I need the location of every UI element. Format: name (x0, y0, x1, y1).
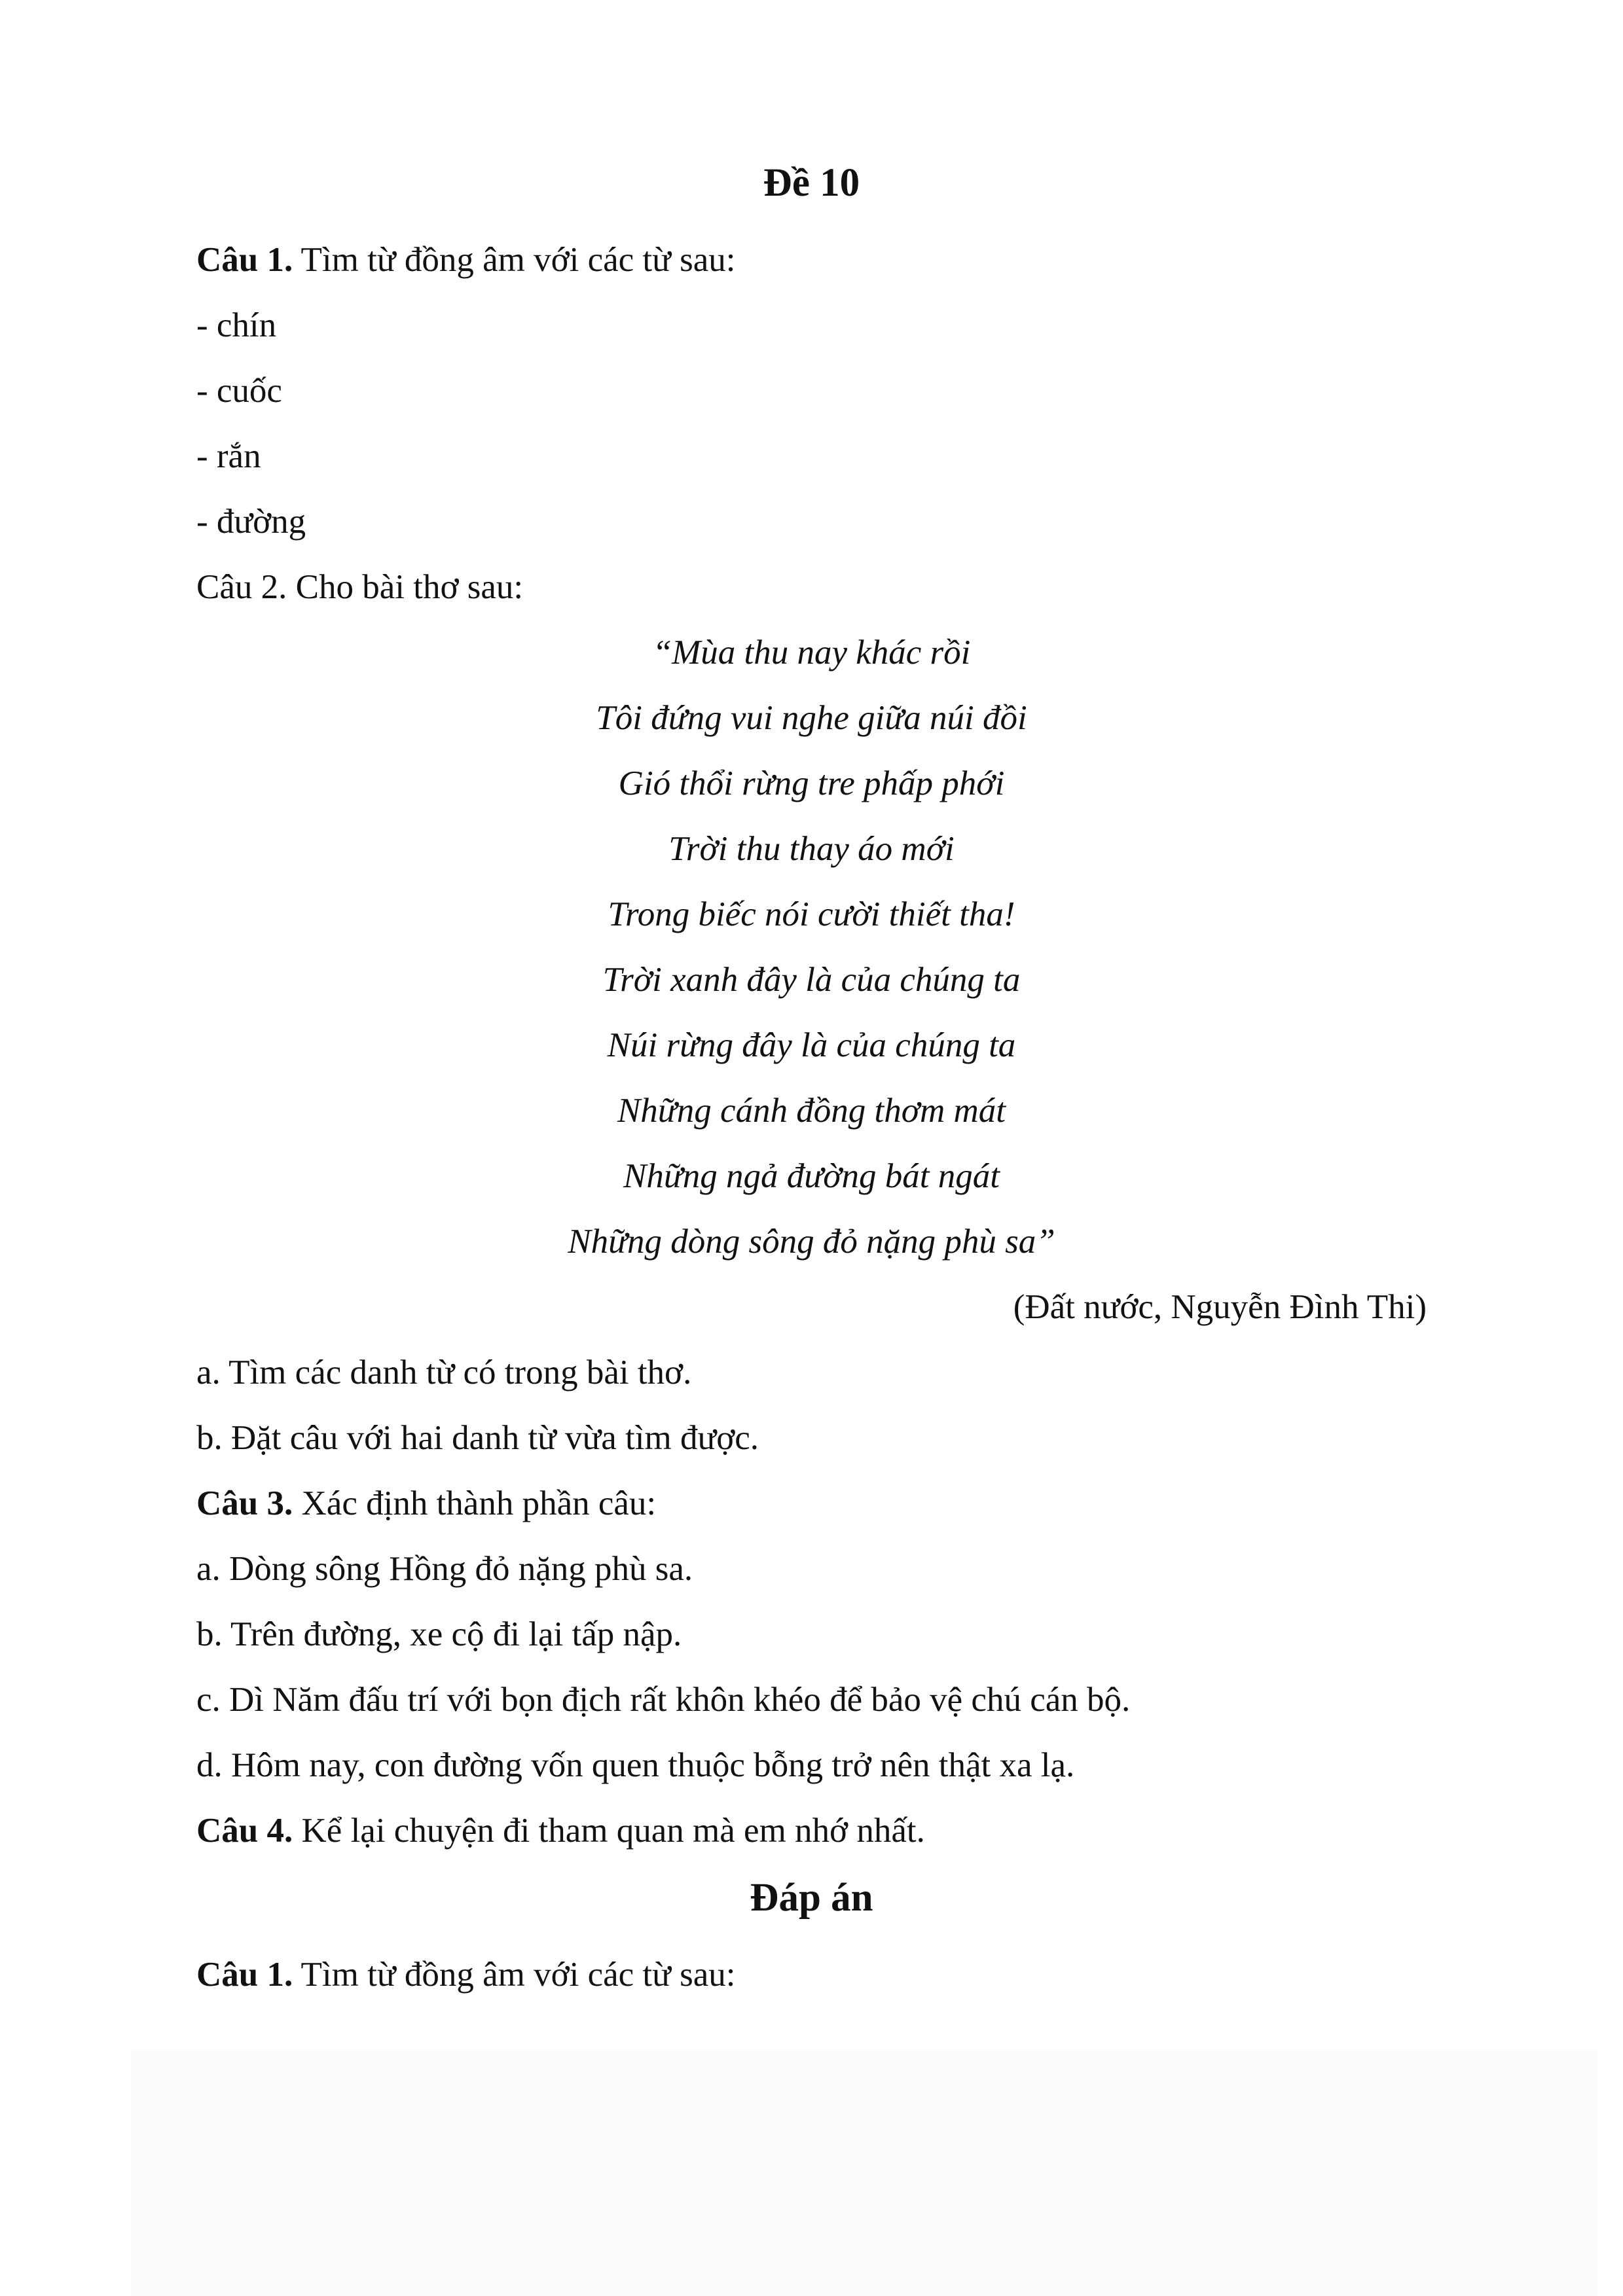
answer-question-1-label: Câu 1. (196, 1956, 293, 1994)
question-1-item: - đường (196, 503, 306, 541)
question-1-item: - rắn (196, 437, 261, 475)
answer-question-1-text: Tìm từ đồng âm với các từ sau: (293, 1956, 736, 1994)
poem-line: Núi rừng đây là của chúng ta (607, 1026, 1016, 1064)
question-1-item: - chín (196, 306, 277, 344)
poem-line: Những cánh đồng thơm mát (617, 1092, 1006, 1130)
question-4-heading (196, 1810, 925, 1852)
poem-line: Những ngả đường bát ngát (623, 1157, 1000, 1195)
question-1-item: - cuốc (196, 372, 282, 410)
answer-title: Đáp án (750, 1876, 873, 1920)
question-3-item: c. Dì Năm đấu trí với bọn địch rất khôn khéo để bảo vệ chú cán bộ. (196, 1681, 1131, 1719)
poem-line: Gió thổi rừng tre phấp phới (618, 764, 1005, 802)
poem-line: Trời thu thay áo mới (668, 830, 955, 868)
question-3-label: Câu 3. (196, 1484, 293, 1522)
question-2-task: b. Đặt câu với hai danh từ vừa tìm được. (196, 1419, 759, 1457)
poem-line: Những dòng sông đỏ nặng phù sa” (568, 1223, 1055, 1261)
page-bottom-shade (131, 2049, 1597, 2296)
question-3-item: a. Dòng sông Hồng đỏ nặng phù sa. (196, 1550, 693, 1588)
question-4-label: Câu 4. (196, 1812, 293, 1850)
poem-line: Tôi đứng vui nghe giữa núi đồi (596, 699, 1027, 737)
question-3-text: Xác định thành phần câu: (293, 1484, 657, 1522)
poem-line: Trời xanh đây là của chúng ta (602, 961, 1021, 999)
question-3-heading (196, 1482, 656, 1524)
question-1-heading (196, 239, 735, 281)
answer-question-1-heading (196, 1954, 735, 1996)
exam-title: Đề 10 (763, 161, 860, 205)
question-3-item: b. Trên đường, xe cộ đi lại tấp nập. (196, 1615, 682, 1653)
question-3-item: d. Hôm nay, con đường vốn quen thuộc bỗng trở nên thật xa lạ. (196, 1746, 1075, 1784)
question-1-text: Tìm từ đồng âm với các từ sau: (293, 241, 736, 279)
poem-line: “Mùa thu nay khác rồi (652, 634, 971, 672)
poem-line: Trong biếc nói cười thiết tha! (608, 895, 1015, 933)
question-2-heading: Câu 2. Cho bài thơ sau: (196, 568, 524, 606)
question-4-text: Kể lại chuyện đi tham quan mà em nhớ nhất. (293, 1812, 925, 1850)
poem-source: (Đất nước, Nguyễn Đình Thi) (1013, 1288, 1427, 1326)
question-1-label: Câu 1. (196, 241, 293, 279)
question-2-task: a. Tìm các danh từ có trong bài thơ. (196, 1354, 692, 1391)
